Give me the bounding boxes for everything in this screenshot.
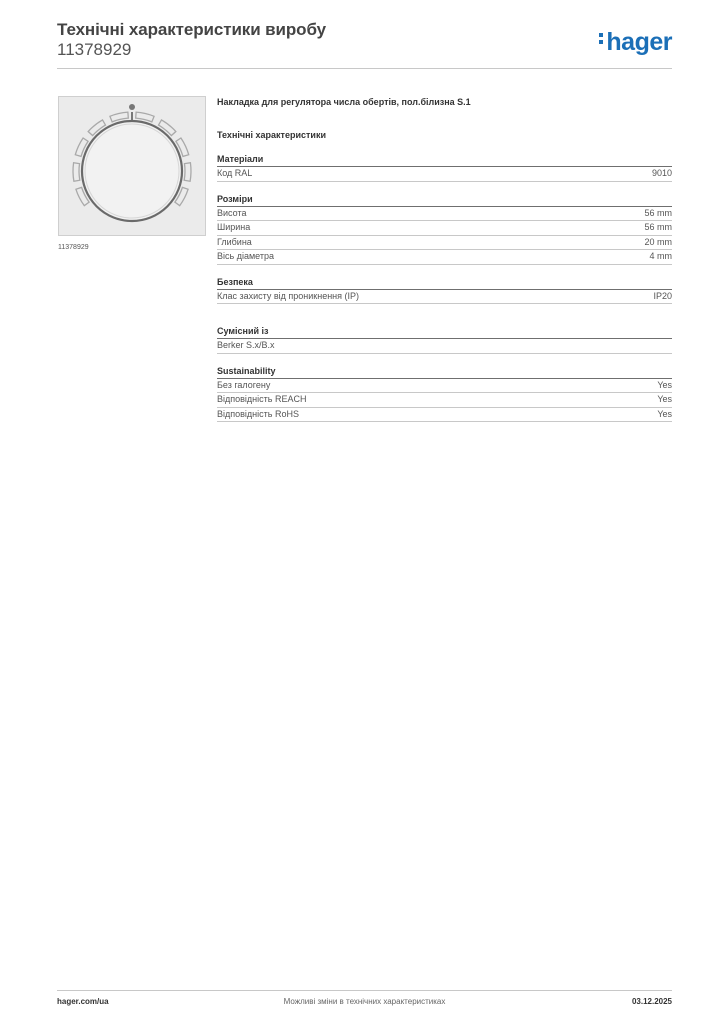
footer-note: Можливі зміни в технічних характеристиках [283,997,446,1006]
spec-row [217,339,672,354]
spec-content [217,96,672,422]
image-caption: 11378929 [58,244,89,251]
spec-value: 20 mm [644,236,672,247]
spec-value: Yes [657,408,672,419]
footer-divider [57,990,672,991]
spec-label: Клас захисту від проникнення (IP) [217,290,360,301]
group-title: Матеріали [217,154,672,167]
dial-cover-illustration [59,97,205,235]
spec-group-materials [217,154,672,182]
spec-row [217,408,672,423]
document-title: Технічні характеристики виробу [57,20,326,39]
spec-label: Відповідність RoHS [217,408,299,419]
product-image [58,96,206,236]
spec-row [217,167,672,182]
spec-row [217,393,672,408]
hager-logo [599,28,672,57]
spec-row [217,236,672,251]
logo-colon-mark [599,30,604,47]
spec-label: Код RAL [217,168,253,178]
spec-heading: Технічні характеристики [217,130,326,140]
spec-group-sustainability [217,366,672,423]
document-date: 03.12.2025 [631,997,672,1006]
spec-row [217,207,672,222]
spec-value: Yes [657,379,672,390]
spec-label: Відповідність REACH [217,394,307,404]
spec-row [217,379,672,394]
group-title: Розміри [217,194,672,207]
spec-group-safety [217,277,672,305]
website-link[interactable]: hager.com/ua [57,997,109,1006]
header-divider [57,68,672,69]
spec-row [217,221,672,236]
spec-label: Ширина [217,222,251,232]
spec-row [217,250,672,265]
spec-value: 56 mm [644,207,672,218]
product-name: Накладка для регулятора числа обертів, пол.білизна S.1 [217,97,471,107]
spec-label: Висота [217,207,247,218]
group-title: Сумісний із [217,326,672,339]
spec-value: 4 mm [649,251,672,261]
page-header [57,20,672,60]
spec-label: Глибина [217,236,252,247]
spec-label: Без галогену [217,379,271,390]
spec-value: 56 mm [644,222,672,232]
spec-label: Berker S.x/B.x [217,340,275,350]
spec-group-compatible [217,326,672,354]
spec-group-dimensions [217,194,672,265]
group-title: Безпека [217,277,672,290]
spec-value: 9010 [651,168,672,178]
group-title: Sustainability [217,366,672,379]
product-id: 11378929 [57,40,132,59]
spec-label: Вісь діаметра [217,251,274,261]
spec-row [217,290,672,305]
spec-value: Yes [657,394,672,404]
spec-value: IP20 [653,290,672,301]
logo-text: hager [606,28,672,56]
